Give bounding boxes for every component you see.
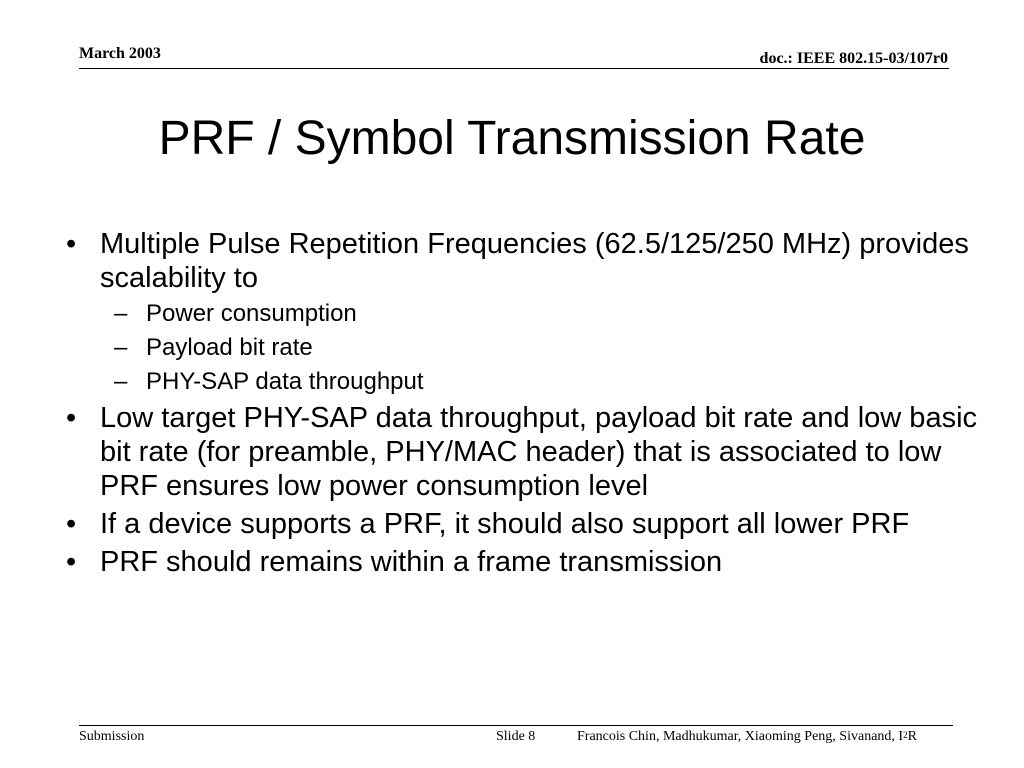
header-date: March 2003	[79, 45, 161, 62]
sub-bullet-item	[60, 367, 990, 397]
header-divider	[79, 68, 949, 69]
sub-bullet-item	[60, 299, 990, 329]
footer-authors-tail: R	[907, 729, 917, 744]
bullet-item	[60, 227, 990, 295]
bullet-icon	[60, 507, 100, 541]
slide-title: PRF / Symbol Transmission Rate	[158, 112, 866, 165]
bullet-icon	[60, 401, 100, 435]
bullet-icon	[60, 227, 100, 261]
sub-bullet-text: Power consumption	[146, 300, 357, 327]
bullet-item	[60, 507, 990, 541]
bullet-text: PRF should remains within a frame transmission	[100, 546, 723, 578]
bullet-icon	[60, 545, 100, 579]
bullet-item	[60, 401, 990, 503]
footer-submission: Submission	[79, 729, 145, 744]
dash-icon	[114, 367, 127, 397]
footer-authors	[577, 729, 917, 745]
header-doc-id: doc.: IEEE 802.15-03/107r0	[759, 50, 948, 67]
bullet-text: If a device supports a PRF, it should also support all lower PRF	[100, 508, 910, 540]
bullet-text: Low target PHY-SAP data throughput, payload bit rate and low basic bit rate (for preamble, PHY/MAC header) that is associated to low PRF ensures low power consumption level	[100, 402, 978, 502]
footer-slide-number: Slide 8	[496, 729, 536, 744]
dash-icon	[114, 333, 127, 363]
footer-authors-superscript: 2	[903, 730, 908, 740]
footer-divider	[79, 725, 953, 726]
sub-bullet-text: PHY-SAP data throughput	[146, 368, 424, 395]
bullet-item	[60, 545, 990, 579]
footer-authors-text: Francois Chin, Madhukumar, Xiaoming Peng, Sivanand, I	[577, 729, 904, 744]
dash-icon	[114, 299, 127, 329]
sub-bullet-item	[60, 333, 990, 363]
slide-body	[60, 223, 990, 579]
bullet-text: Multiple Pulse Repetition Frequencies (62.5/125/250 MHz) provides scalability to	[100, 228, 969, 294]
sub-bullet-text: Payload bit rate	[146, 334, 313, 361]
